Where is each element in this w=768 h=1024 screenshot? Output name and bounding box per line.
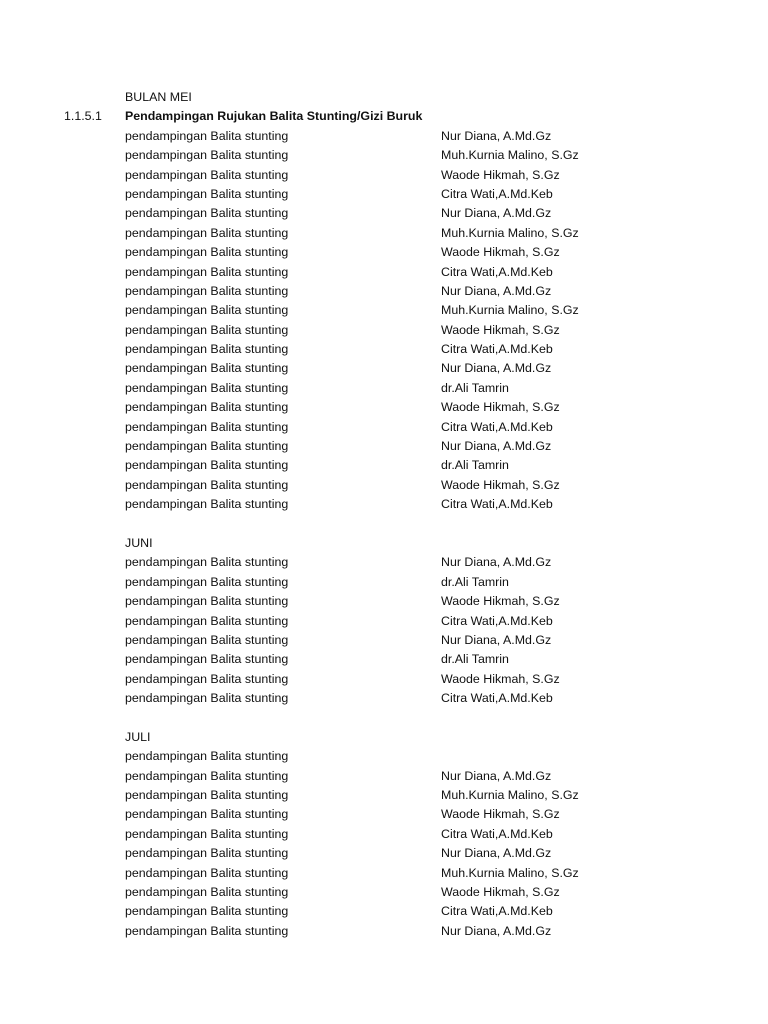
person-name: Nur Diana, A.Md.Gz	[441, 846, 552, 861]
activity-text: pendampingan Balita stunting	[125, 148, 289, 163]
activity-text: pendampingan Balita stunting	[125, 865, 289, 880]
activity-text: pendampingan Balita stunting	[125, 380, 289, 395]
activity-text: pendampingan Balita stunting	[125, 807, 289, 822]
person-name: Nur Diana, A.Md.Gz	[441, 632, 552, 647]
person-name: Nur Diana, A.Md.Gz	[441, 555, 552, 570]
activity-text: pendampingan Balita stunting	[125, 400, 289, 415]
person-name: Waode Hikmah, S.Gz	[441, 594, 560, 609]
activity-text: pendampingan Balita stunting	[125, 923, 289, 938]
person-name: Waode Hikmah, S.Gz	[441, 807, 560, 822]
list-item	[0, 340, 768, 359]
person-name: dr.Ali Tamrin	[441, 574, 509, 589]
list-item	[0, 476, 768, 495]
list-item	[0, 844, 768, 863]
section-mei	[0, 88, 768, 107]
list-item	[0, 864, 768, 883]
list-item	[0, 321, 768, 340]
person-name: Waode Hikmah, S.Gz	[441, 671, 560, 686]
person-name: Nur Diana, A.Md.Gz	[441, 439, 552, 454]
list-item	[0, 825, 768, 844]
person-name: Muh.Kurnia Malino, S.Gz	[441, 225, 579, 240]
person-name: Nur Diana, A.Md.Gz	[441, 361, 552, 376]
month-label: JUNI	[125, 535, 153, 550]
person-name: Nur Diana, A.Md.Gz	[441, 923, 552, 938]
person-name: Waode Hikmah, S.Gz	[441, 885, 560, 900]
activity-text: pendampingan Balita stunting	[125, 245, 289, 260]
activity-text: pendampingan Balita stunting	[125, 788, 289, 803]
list-item	[0, 301, 768, 320]
person-name: Citra Wati,A.Md.Keb	[441, 826, 553, 841]
activity-text: pendampingan Balita stunting	[125, 322, 289, 337]
activity-text: pendampingan Balita stunting	[125, 439, 289, 454]
activity-text: pendampingan Balita stunting	[125, 749, 289, 764]
activity-text: pendampingan Balita stunting	[125, 497, 289, 512]
activity-text: pendampingan Balita stunting	[125, 206, 289, 221]
person-name: Waode Hikmah, S.Gz	[441, 400, 560, 415]
spacer	[0, 515, 768, 534]
list-item	[0, 379, 768, 398]
activity-text: pendampingan Balita stunting	[125, 342, 289, 357]
section-title: Pendampingan Rujukan Balita Stunting/Gizi Buruk	[125, 109, 423, 124]
person-name: Muh.Kurnia Malino, S.Gz	[441, 865, 579, 880]
activity-text: pendampingan Balita stunting	[125, 303, 289, 318]
list-item	[0, 243, 768, 262]
list-item	[0, 805, 768, 824]
activity-text: pendampingan Balita stunting	[125, 768, 289, 783]
activity-text: pendampingan Balita stunting	[125, 671, 289, 686]
list-item	[0, 747, 768, 766]
list-item	[0, 146, 768, 165]
activity-text: pendampingan Balita stunting	[125, 846, 289, 861]
activity-text: pendampingan Balita stunting	[125, 167, 289, 182]
section-number: 1.1.5.1	[64, 109, 102, 124]
list-item	[0, 359, 768, 378]
person-name: Citra Wati,A.Md.Keb	[441, 904, 553, 919]
activity-text: pendampingan Balita stunting	[125, 574, 289, 589]
list-item	[0, 185, 768, 204]
activity-text: pendampingan Balita stunting	[125, 264, 289, 279]
list-item	[0, 553, 768, 572]
person-name: Muh.Kurnia Malino, S.Gz	[441, 303, 579, 318]
activity-text: pendampingan Balita stunting	[125, 555, 289, 570]
spacer	[0, 709, 768, 728]
person-name: Waode Hikmah, S.Gz	[441, 477, 560, 492]
person-name: Nur Diana, A.Md.Gz	[441, 283, 552, 298]
month-label: BULAN MEI	[125, 90, 192, 104]
list-item	[0, 689, 768, 708]
section-heading	[0, 107, 768, 126]
person-name: Muh.Kurnia Malino, S.Gz	[441, 788, 579, 803]
month-label: JULI	[125, 729, 151, 744]
list-item	[0, 263, 768, 282]
person-name: Citra Wati,A.Md.Keb	[441, 342, 553, 357]
person-name: Waode Hikmah, S.Gz	[441, 245, 560, 260]
person-name: dr.Ali Tamrin	[441, 458, 509, 473]
list-item	[0, 592, 768, 611]
list-item	[0, 224, 768, 243]
person-name: Nur Diana, A.Md.Gz	[441, 128, 552, 143]
person-name: Waode Hikmah, S.Gz	[441, 322, 560, 337]
section-juli	[0, 728, 768, 747]
activity-text: pendampingan Balita stunting	[125, 419, 289, 434]
activity-text: pendampingan Balita stunting	[125, 458, 289, 473]
person-name: dr.Ali Tamrin	[441, 380, 509, 395]
activity-text: pendampingan Balita stunting	[125, 613, 289, 628]
section-juni	[0, 534, 768, 553]
person-name: Citra Wati,A.Md.Keb	[441, 691, 553, 706]
activity-text: pendampingan Balita stunting	[125, 691, 289, 706]
list-item	[0, 166, 768, 185]
list-item	[0, 612, 768, 631]
person-name: Citra Wati,A.Md.Keb	[441, 264, 553, 279]
activity-text: pendampingan Balita stunting	[125, 128, 289, 143]
list-item	[0, 495, 768, 514]
person-name: Muh.Kurnia Malino, S.Gz	[441, 148, 579, 163]
person-name: Nur Diana, A.Md.Gz	[441, 768, 552, 783]
person-name: Citra Wati,A.Md.Keb	[441, 613, 553, 628]
person-name: Nur Diana, A.Md.Gz	[441, 206, 552, 221]
activity-text: pendampingan Balita stunting	[125, 594, 289, 609]
list-item	[0, 418, 768, 437]
list-item	[0, 922, 768, 941]
person-name: Citra Wati,A.Md.Keb	[441, 186, 553, 201]
list-item	[0, 573, 768, 592]
list-item	[0, 437, 768, 456]
person-name: Citra Wati,A.Md.Keb	[441, 497, 553, 512]
activity-text: pendampingan Balita stunting	[125, 361, 289, 376]
activity-text: pendampingan Balita stunting	[125, 652, 289, 667]
list-item	[0, 650, 768, 669]
list-item	[0, 282, 768, 301]
activity-text: pendampingan Balita stunting	[125, 477, 289, 492]
list-item	[0, 902, 768, 921]
document-page	[0, 88, 768, 941]
list-item	[0, 127, 768, 146]
list-item	[0, 204, 768, 223]
list-item	[0, 398, 768, 417]
activity-text: pendampingan Balita stunting	[125, 632, 289, 647]
activity-text: pendampingan Balita stunting	[125, 283, 289, 298]
activity-text: pendampingan Balita stunting	[125, 885, 289, 900]
list-item	[0, 767, 768, 786]
person-name: Citra Wati,A.Md.Keb	[441, 419, 553, 434]
list-item	[0, 456, 768, 475]
activity-text: pendampingan Balita stunting	[125, 826, 289, 841]
list-item	[0, 883, 768, 902]
person-name: dr.Ali Tamrin	[441, 652, 509, 667]
person-name: Waode Hikmah, S.Gz	[441, 167, 560, 182]
activity-text: pendampingan Balita stunting	[125, 225, 289, 240]
activity-text: pendampingan Balita stunting	[125, 186, 289, 201]
list-item	[0, 631, 768, 650]
list-item	[0, 786, 768, 805]
activity-text: pendampingan Balita stunting	[125, 904, 289, 919]
list-item	[0, 670, 768, 689]
